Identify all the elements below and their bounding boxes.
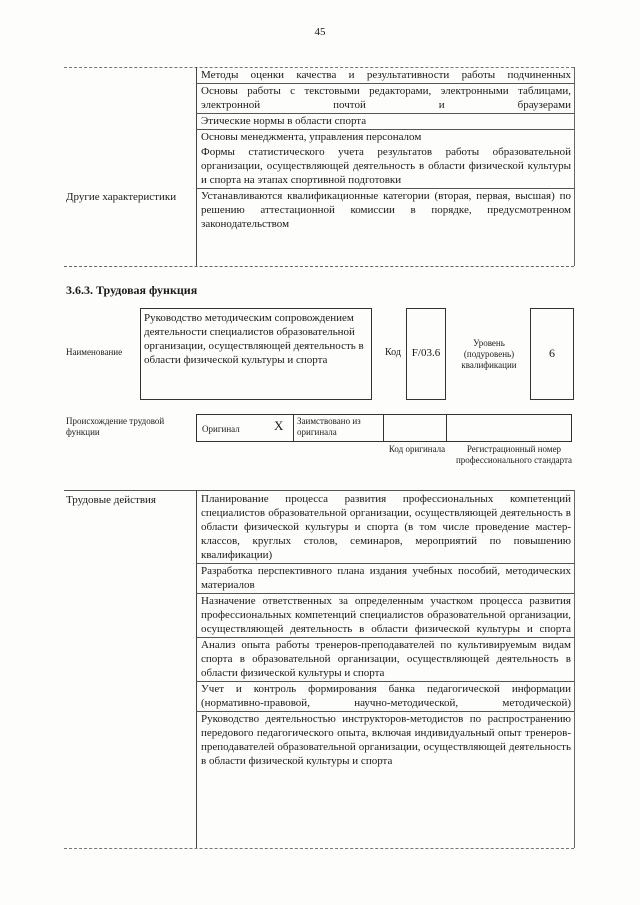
- qualification-level-box: 6: [530, 308, 574, 400]
- origin-table: [196, 414, 572, 442]
- table-cell: Устанавливаются квалификационные категории (вторая, первая, высшая) по решению аттестационной комиссии в порядке, предусмотренном законодательством: [201, 190, 571, 230]
- action-item: Руководство деятельностью инструкторов-методистов по распространению передового педагогического опыта, включая индивидуальный опыт тренеров-преподавателей образовательной организации, осуществляющей деятельность в области физической культуры и спорта: [201, 713, 571, 767]
- origin-label: Происхождение трудовой функции: [66, 416, 165, 437]
- function-name-box: Руководство методическим сопровождением деятельности специалистов образовательной организации, осуществляющей деятельность в области физической культуры и спорта: [140, 308, 372, 400]
- registration-number-caption: Регистрационный номер профессионального стандарта: [455, 444, 573, 465]
- action-item: Учет и контроль формирования банка педагогической информации (нормативно-правовой, научно-методической, методической): [196, 682, 574, 712]
- row-cells: [196, 189, 574, 232]
- original-code-caption: Код оригинала: [388, 444, 446, 454]
- original-code-cell: [384, 415, 447, 441]
- level-label: Уровень (подуровень) квалификации: [461, 338, 517, 370]
- original-label: Оригинал: [202, 424, 240, 434]
- page-number: 45: [314, 26, 326, 38]
- row-label: Другие характеристики: [66, 191, 177, 203]
- knowledge-table: [64, 62, 574, 232]
- borrowed-cell: Заимствовано из оригинала: [294, 415, 384, 441]
- code-label: Код: [385, 347, 401, 358]
- actions-label: Трудовые действия: [66, 494, 156, 506]
- table-cell: Основы работы с текстовыми редакторами, электронными таблицами, электронной почтой и браузерами: [196, 84, 574, 114]
- section-title: 3.6.3. Трудовая функция: [66, 283, 198, 297]
- action-item: Разработка перспективного плана издания учебных пособий, методических материалов: [196, 564, 574, 594]
- original-mark: X: [274, 418, 284, 433]
- table-row: [64, 62, 574, 189]
- table-cell: Этические нормы в области спорта: [196, 114, 574, 130]
- action-item: Назначение ответственных за определенным участком процесса развития профессиональных компетенций специалистов образовательной организации, осуществляющей деятельность в области физической культуры и спорта: [196, 594, 574, 638]
- table-cell: Формы статистического учета результатов работы образовательной организации, осуществляющей деятельность в области физической культуры и спорта на этапах спортивной подготовки: [196, 145, 574, 189]
- action-item: Анализ опыта работы тренеров-преподавателей по культивируемым видам спорта в образовательной организации, осуществляющей деятельность в области физической культуры и спорта: [196, 638, 574, 682]
- function-code-box: F/03.6: [406, 308, 446, 400]
- table-row: [64, 189, 574, 232]
- row-label: [64, 62, 196, 189]
- action-item: Планирование процесса развития профессиональных компетенций специалистов образовательной организации, осуществляющей деятельность в области физической культуры и спорта (в том числе проведение мастер-классов, круглых столов, семинаров, мероприятий по повышению квалификации): [196, 492, 574, 564]
- naming-label: Наименование: [66, 347, 123, 357]
- actions-table: [196, 492, 574, 769]
- table-bottom-border: [64, 266, 574, 267]
- original-cell: [197, 415, 294, 441]
- table-cell: Основы менеджмента, управления персоналом: [201, 131, 422, 143]
- actions-table-top-border: [64, 490, 574, 491]
- registration-number-cell: [447, 415, 571, 441]
- table-right-border: [574, 67, 575, 266]
- table-cell: Методы оценки качества и результативности работы подчиненных: [196, 62, 574, 84]
- row-cells: [196, 62, 574, 189]
- table-bottom-border: [64, 848, 574, 849]
- table-right-border: [574, 490, 575, 848]
